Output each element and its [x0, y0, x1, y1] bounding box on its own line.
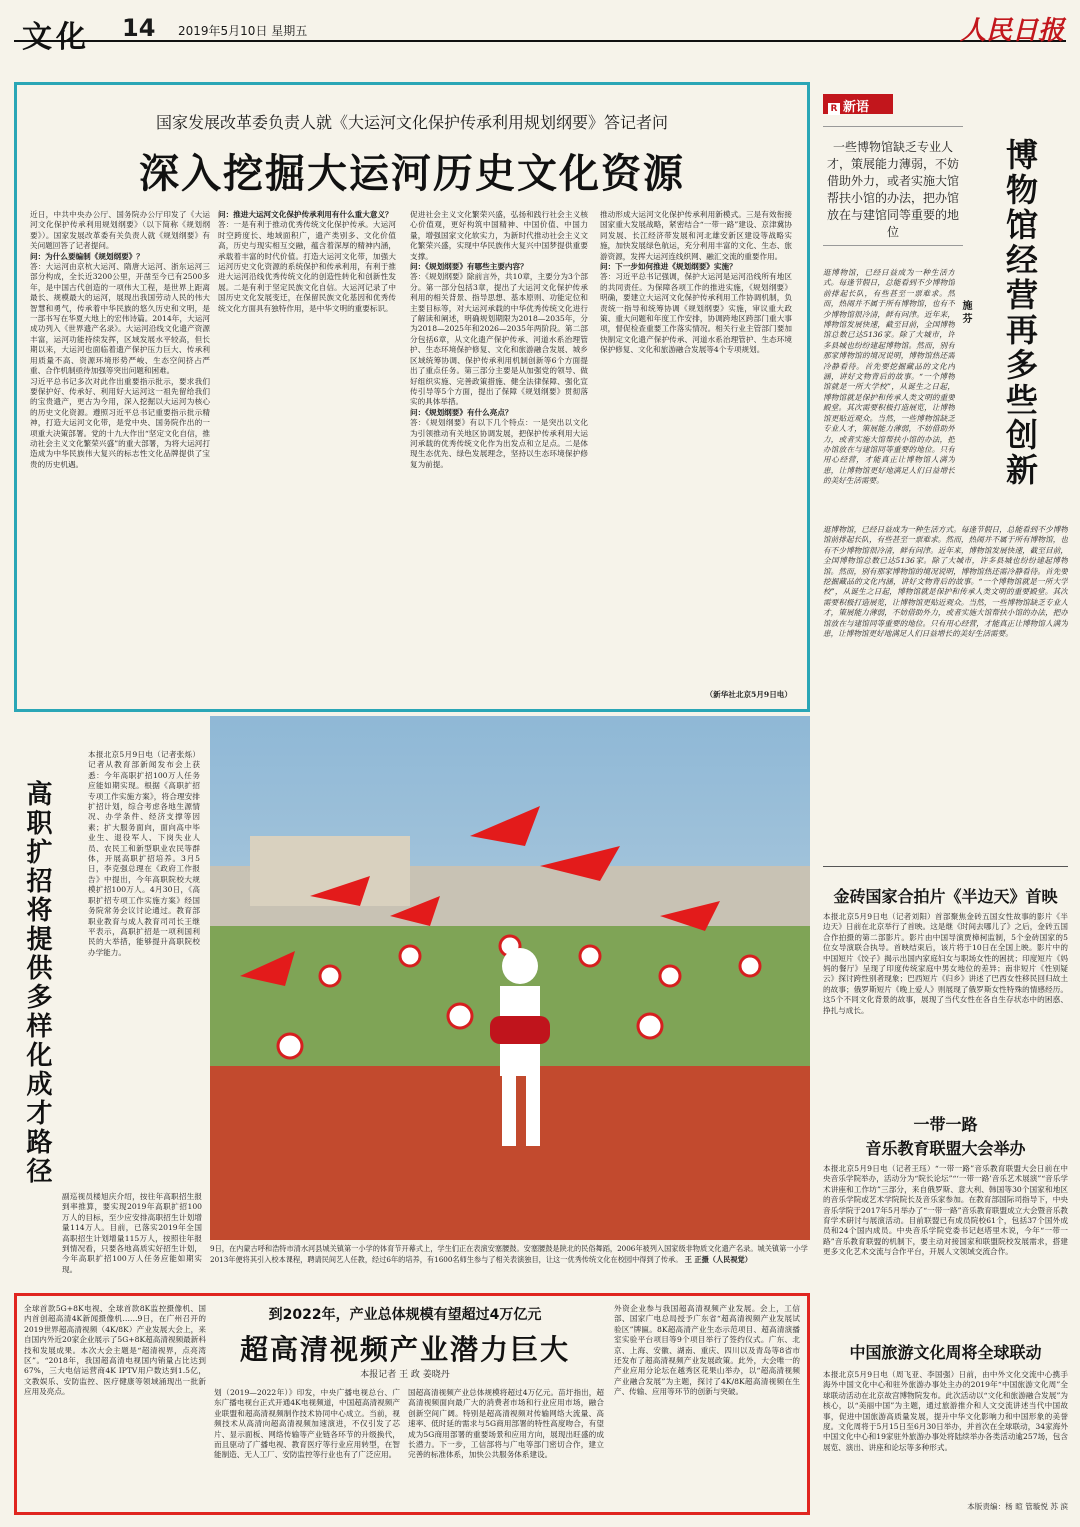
tourism-body: 本报北京5月9日电（周飞亚、李国强）日前，由中外文化交流中心携手海外中国文化中心和驻外旅游办事处主办的2019年“中国旅游文化周”全球联动活动在北京故宫博物院发布。此次活动以“文化和旅游融合发展”为核心，以“美丽中国”为主题，通过旅游推介和人文交流讲述当代中国故事，促进中国旅游高质量发展，提升中华文化影响力和中国形象的美誉度。文化周将于5月15日至6月30日举办，并首次在全球联动，34家海外中国文化中心和19家驻外旅游办事处将陆续举办各类活动逾257场，包含展览、演出、讲座和论坛等多种形式。 [823, 1370, 1068, 1452]
vocational-title: 高职扩招将提供多样化成才路径 [22, 780, 52, 1186]
xinyu-title: 博物馆经营再多些创新 [1001, 138, 1039, 488]
lead-headline: 深入挖掘大运河历史文化资源 [139, 151, 685, 197]
question-1: 问：为什么要编制《规划纲要》？ [30, 251, 144, 261]
issue-date: 2019年5月10日 星期五 [178, 24, 308, 38]
film-body: 本报北京5月9日电（记者刘阳）首部聚焦金砖五国女性故事的影片《半边天》日前在北京举行了首映。这是继《时间去哪儿了》之后，金砖五国合作拍摄的第二部影片。影片由中国导演贾樟柯监制，5个金砖国家的5位女导演联合执导。首映结束后，该片将于10日在全国上映。影片中的中国短片《饺子》揭示出国内家庭妇女与职场女性的困扰；印度短片《妈妈的餐厅》呈现了印度传统家庭中男女地位的差异；南非短片《性别疑云》探讨跨性别者现象；巴西短片《归乡》讲述了巴西女性移民回归故土的故事；俄罗斯短片《晚上爱人》则展现了俄罗斯女性特殊的情感经历。这5个不同文化背景的故事，展现了当代女性在各自生存状态中的困惑、挣扎与成长。 [823, 912, 1068, 1015]
uhd-column-3: 国超高清视频产业总体规模将超过4万亿元。苗圩指出，超高清视频面向最广大的消费者市场和行业应用市场，融合创新空间广阔。特别是超高清视频对传输网络大流量、高速率、低时延的需求与5G商用部署的特性高度吻合，有望成为5G商用部署的重要场景和应用方向，展现出旺盛的成长潜力。下一步，工信部将与广电等部门密切合作，建立完善的标准体系，加快公共服务体系建设。 [408, 1388, 604, 1460]
question-5: 问：下一步如何推进《规划纲要》实施？ [600, 262, 737, 272]
music-body: 本报北京5月9日电（记者王珏）“一带一路”音乐教育联盟大会日前在中央音乐学院举办，活动分为“院长论坛”“‘一带一路’音乐艺术展演”“音乐学术讲座和工作坊”三部分，来自俄罗斯、意大利、韩国等30个国家和地区的音乐学院或艺术学院院长及音乐家参加。在教育部国际司指导下，中央音乐学院于2017年5月举办了“一带一路”音乐教育联盟成立大会暨音乐教育学术研讨与展演活动。目前联盟已有成员院校61个，包括37个国外成员和24个国内成员。中央音乐学院党委书记赵塔里木说，今年“一带一路”音乐教育联盟的机制下，要主动对接国家和联盟院校发展需求，搭建更多文化艺术交流与合作平台，开展人文领域交流合作。 [823, 1164, 1068, 1257]
question-2: 问：推进大运河文化保护传承利用有什么重大意义？ [218, 210, 393, 219]
film-title: 金砖国家合拍片《半边天》首映 [833, 887, 1058, 906]
uhd-subtitle: 到2022年，产业总体规模有望超过4万亿元 [268, 1307, 542, 1323]
vocational-column: 本报北京5月9日电（记者张烁）记者从教育部新闻发布会上获悉：今年高职扩招100万人任务应能如期实现。根据《高职扩招专项工作实施方案》，将合理安排扩招计划，综合考虑各地生源情况、办学条件、经济支撑等因素；扩大服务面向，面向高中毕业生、退役军人、下岗失业人员、农民工和新型职业农民等群体，开展高职扩招培养。3月5日，李克强总理在《政府工作报告》中提出，今年高职院校大规模扩招100万人。4月30日，《高职扩招专项工作实施方案》经国务院常务会议讨论通过。教育部职业教育与成人教育司司长王继平表示，高职扩招是一项利国利民的大举措，能够提升高职院校办学能力。 [88, 750, 200, 957]
question-3: 问：《规划纲要》有哪些主要内容？ [410, 262, 528, 272]
lead-column-1: 近日，中共中央办公厅、国务院办公厅印发了《大运河文化保护传承利用规划纲要》（以下简称《规划纲要》）。国家发展改革委有关负责人就《规划纲要》有关问题回答了记者提问。 问：为什么要编制《规划纲要》？ 答：大运河由京杭大运河、隋唐大运河、浙东运河三部分构成，全长近3200公里，开凿至今已有2500多年，是中国古代创造的一项伟大工程，是世界上距离最长、规模最大的运河，展现出我国劳动人民的伟大智慧和勇气，传承着中华民族的悠久历史和文明，是一部书写在华夏大地上的宏伟诗篇。2014年，大运河成功列入《世界遗产名录》。大运河沿线文化遗产资源丰富，运河功能持续发挥，区域发展水平较高，但长期以来，大运河也面临着遗产保护压力巨大、传承利用质量不高、资源环境形势严峻、生态空间挤占严重、合作机制亟待加强等突出问题和困难。 习近平总书记多次对此作出重要指示批示，要求我们要保护好、传承好、利用好大运河这一祖先留给我们的宝贵遗产，更古为今用，深入挖掘以大运河为核心的历史文化资源。遵照习近平总书记重要指示批示精神，打造大运河文化带，是党中央、国务院作出的一项重大决策部署。党的十九大作出“坚定文化自信，推动社会主义文化繁荣兴盛”的重大部署，为将大运河打造成为中华民族伟大复兴的标志性文化品牌提供了宝贵的历史机遇。 [30, 210, 210, 469]
newspaper-logo: 人民日报 [959, 16, 1064, 46]
lead-byline: （新华社北京5月9日电） [705, 690, 792, 699]
lead-column-2: 问：推进大运河文化保护传承利用有什么重大意义？ 答：一是有利于推动优秀传统文化保护传承。大运河时空跨度长、地域面积广，遗产类别多、文化价值高，历史与现实相互交融，蕴含着深厚的精神内涵，承载着丰富的时代价值。打造大运河文化带，加强大运河历史文化资源的系统保护和传承利用，有利于推进大运河沿线优秀传统文化的创造性转化和创新性发展。二是有利于坚定民族文化自信。大运河记录了中国历史文化发展变迁，在保留民族文化基因和优秀传统文化方面具有独特作用，是中华文明的重要标识。 [218, 210, 396, 313]
uhd-column-4: 外资企业参与我国超高清视频产业发展。会上，工信部、国家广电总局授予广东省“超高清视频产业发展试验区”牌匾。8K超高清产业生态示范项目、超高清演播室实验平台项目等9个项目举行了签约仪式。广东、北京、上海、安徽、湖南、重庆、四川以及青岛等8省市还发布了超高清视频产业发展政策。此外，大会唯一的产业应用分论坛在越秀区花果山举办，以“超高清视频产业融合发展”为主题，探讨了4K/8K超高清视频在生产、传输、应用等环节的创新与突破。 [614, 1304, 800, 1397]
page-number: 14 [122, 14, 156, 42]
xinyu-tag: R 新语 [823, 94, 893, 114]
xinyu-author: 施芬 [960, 300, 971, 326]
xinyu-body-bottom: 逛博物馆，已经日益成为一种生活方式。每逢节假日，总能看到不少博物馆前排起长队，有些甚至一票难求。然而，热闹并不属于所有博物馆，也有不少博物馆很冷清，鲜有问津。近年来，博物馆发展快速，截至目前，全国博物馆总数已达5136家。除了大城市，许多县城也纷纷建起博物馆。然而，别有那家博物馆的境况说明，博物馆热还需冷静看待。首先要挖掘藏品的文化内涵，讲好文物背后的故事。“一个博物馆就是一所大学校”，从诞生之日起，博物馆就是保护和传承人类文明的重要殿堂。其次需要积极打造展览，让博物馆更贴近观众。当然，一些博物馆缺乏专业人才，策展能力薄弱，不妨借助外力，或者实施大馆帮扶小馆的办法，把办馆放在与建馆同等重要的地位。只有用心经营，才能真正让博物馆人满为患，让博物馆更好地满足人们日益增长的美好生活需要。 [823, 525, 1068, 639]
photo-illustration [210, 716, 810, 1240]
uhd-column-1: 全球首款5G+8K电视、全球首款8K监控摄像机、国内首创超高清4K新闻摄像机……9日，在广州召开的2019世界超高清视频（4K/8K）产业发展大会上，来自国内外近20家企业展示了5G+8K超高清视频最新科技和发展成果。本次大会主题是“超清视界，点亮湾区”。“2018年，我国超高清电视国内销量占比达到67%，三大电信运营商4K IPTV用户数达到1.5亿，文教娱乐、安防监控、医疗健康等领域涌现出一批新应用及亮点。 [24, 1304, 206, 1397]
divider [823, 866, 1068, 867]
photo-credit: 王 正摄（人民视觉） [684, 1254, 752, 1264]
page-editors: 本版责编：杨 暄 管璇悦 苏 滨 [967, 1502, 1068, 1511]
xinyu-body-top: 逛博物馆，已经日益成为一种生活方式。每逢节假日，总能看到不少博物馆前排起长队，有些甚至一票难求。然而，热闹并不属于所有博物馆，也有不少博物馆很冷清，鲜有问津。近年来，博物馆发展快速，截至目前，全国博物馆总数已达5136家。除了大城市，许多县城也纷纷建起博物馆。然而，别有那家博物馆的境况说明，博物馆热还需冷静看待。首先要挖掘藏品的文化内涵，讲好文物背后的故事。“一个博物馆就是一所大学校”，从诞生之日起，博物馆就是保护和传承人类文明的重要殿堂。其次需要积极打造展览，让博物馆更贴近观众。当然，一些博物馆缺乏专业人才，策展能力薄弱，不妨借助外力，或者实施大馆帮扶小馆的办法，把办馆放在与建馆同等重要的地位。只有用心经营，才能真正让博物馆人满为患，让博物馆更好地满足人们日益增长的美好生活需要。 [823, 268, 955, 486]
xinyu-pull-quote: 一些博物馆缺乏专业人才，策展能力薄弱，不妨借助外力，或者实施大馆帮扶小馆的办法，把办馆放在与建馆同等重要的地位 [823, 126, 963, 246]
lead-column-3: 促进社会主义文化繁荣兴盛，弘扬和践行社会主义核心价值观，更好构筑中国精神、中国价值、中国力量，增强国家文化软实力，为新时代推动社会主义文化繁荣兴盛，实现中华民族伟大复兴中国梦提供重要支撑。 问：《规划纲要》有哪些主要内容？ 答：《规划纲要》除前言外，共10章，主要分为3个部分。第一部分包括3章，提出了大运河文化保护传承利用的相关背景、指导思想、基本原则、功能定位和主要目标等，对大运河承载的中华优秀传统文化进行了解读和阐述，明确规划期限为2018—2035年，分为2018—2025年和2026—2035年两阶段。第二部分包括6章，从文化遗产保护传承、河道水系治理管护、生态环境保护修复、文化和旅游融合发展、城乡区域统筹协调、保护传承利用机制创新等6个方面提出了重点任务。第三部分主要是从加强党的领导、做好组织实施、完善政策措施、健全法律保障、强化宣传引导等5个方面，提出了保障《规划纲要》贯彻落实的具体举措。 问：《规划纲要》有什么亮点？ 答：《规划纲要》有以下几个特点：一是突出以文化为引领推动有关地区协调发展，把保护传承利用大运河承载的优秀传统文化作为出发点和立足点。二是体现生态优先、绿色发展理念，坚持以生态环境保护修复为前提。 [410, 210, 588, 469]
uhd-reporters: 本报记者 王 政 姜晓丹 [360, 1370, 450, 1380]
section-name: 文化 [22, 20, 90, 55]
music-title-top: 一带一路 [913, 1115, 978, 1134]
vocational-column-tail: 副巡视员楼旭庆介绍，按往年高职招生报到率推算，要实现2019年高职扩招100万人的目标，至少应安排高职招生计划增量114万人。目前，已落实2019年全国高职招生计划增量115万人，按照往年报到情况看，只要各地高质实好招生计划，今年高职扩招100万人任务应能如期实现。 [62, 1192, 202, 1274]
r-logo-icon: R [828, 103, 840, 115]
drum-dance-photo [210, 716, 810, 1240]
photo-caption: 9日，在内蒙古呼和浩特市清水河县城关镇第一小学的体育节开幕式上，学生们正在表演安塞腰鼓。安塞腰鼓是陕北的民俗舞蹈，2006年被列入国家级非物质文化遗产名录。城关镇第一小学2013年便将其引入校本课程，聘请民间艺人任教，经过6年的培养，有1600名师生参与了相关表演独目，让这一优秀传统文化在校园中得到了传承。 王 正摄（人民视觉） [210, 1244, 808, 1264]
tourism-title: 中国旅游文化周将全球联动 [849, 1343, 1042, 1362]
question-4: 问：《规划纲要》有什么亮点？ [410, 407, 513, 417]
lead-column-4: 推动形成大运河文化保护传承利用新模式。三是有效衔接国家重大发展战略，紧密结合“一带一路”建设、京津冀协同发展、长江经济带发展和河北雄安新区建设等战略实施，加快发展绿色航运，充分利用丰富的文化、生态、旅游资源，发挥大运河连线织网、融汇交流的重要作用。 问：下一步如何推进《规划纲要》实施？ 答：习近平总书记强调，保护大运河是运河沿线所有地区的共同责任。为保障各项工作的推进实施，《规划纲要》明确，要建立大运河文化保护传承利用工作协调机制，负责统一指导和统筹协调《规划纲要》实施，审议重大政策、重大问题和年度工作安排，协调跨地区跨部门重大事项，督促检查重要工作落实情况。相关行业主管部门要加快制定文化遗产保护传承、河道水系治理管护、生态环境保护修复、文化和旅游融合发展等4个专项规划。 [600, 210, 792, 355]
lead-kicker: 国家发展改革委负责人就《大运河文化保护传承利用规划纲要》答记者问 [155, 113, 668, 132]
music-title-bottom: 音乐教育联盟大会举办 [865, 1139, 1026, 1158]
uhd-headline: 超高清视频产业潜力巨大 [239, 1333, 570, 1366]
masthead-rule [14, 14, 1066, 42]
uhd-column-2: 划（2019—2022年）》印发，中央广播电视总台、广东广播电视台正式开通4K电视频道，中国超高清视频产业联盟和超高清视频制作技术协同中心成立。当前，视频技术从高清向超高清视频加速演进，不仅引发了芯片、显示面板、网络传输等产业链各环节的升级换代，而且驱动了广播电视、教育医疗等行业应用转型，在智能制造、无人工厂、安防监控等行业也有了广泛应用。 [214, 1388, 400, 1460]
